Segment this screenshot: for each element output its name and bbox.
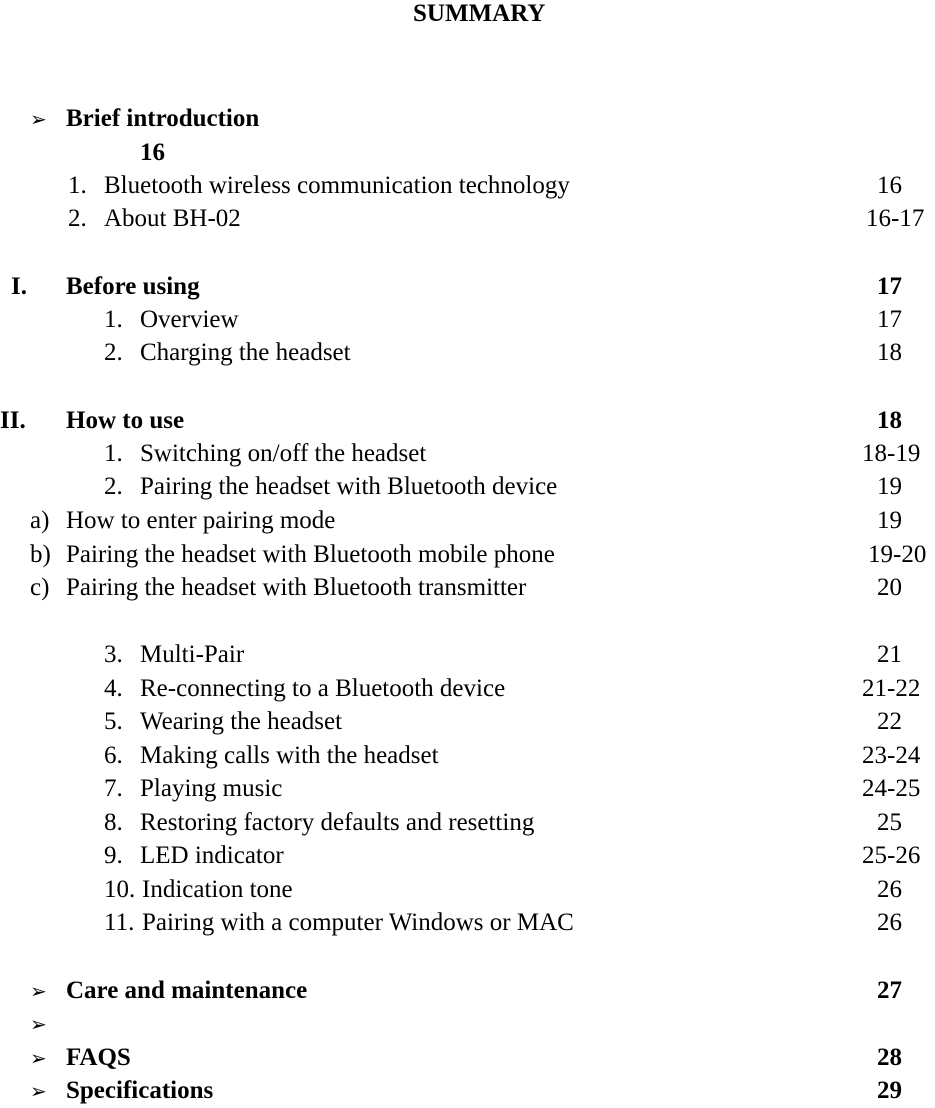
toc-item-page: 23-24 [862,742,921,769]
bullet-arrow-icon: ➢ [30,1079,47,1103]
toc-subitem-letter: c) [30,574,50,601]
toc-item-page: 21-22 [862,675,921,702]
toc-subitem-page: 19-20 [868,541,927,568]
toc-heading-intro-page: 16 [140,139,165,166]
toc-item-number: 9. [104,842,123,869]
toc-item-page: 25 [877,809,902,836]
toc-heading-page: 29 [877,1077,902,1104]
toc-subitem-label: How to enter pairing mode [66,507,336,534]
bullet-arrow-icon: ➢ [30,979,47,1003]
toc-item-label: Re-connecting to a Bluetooth device [140,675,506,702]
toc-item-page: 16 [877,172,902,199]
toc-item-page: 18 [877,339,902,366]
toc-subitem-page: 19 [877,507,902,534]
toc-subitem-letter: b) [30,541,51,568]
toc-item-page: 24-25 [862,775,921,802]
toc-item-label: Pairing with a computer Windows or MAC [142,909,574,936]
toc-heading-care: Care and maintenance [66,977,308,1004]
section-numeral: II. [0,407,26,434]
toc-item-label: Switching on/off the headset [140,440,427,467]
toc-item-number: 2. [104,339,123,366]
toc-item-page: 18-19 [862,440,921,467]
toc-item-page: 19 [877,473,902,500]
toc-heading-how-to-use: How to use [66,407,185,434]
toc-item-label: Wearing the headset [140,708,343,735]
toc-heading-page: 17 [877,273,902,300]
toc-subitem-letter: a) [30,507,50,534]
toc-item-page: 17 [877,306,902,333]
toc-item-number: 5. [104,708,123,735]
toc-item-page: 26 [877,876,902,903]
toc-heading-page: 28 [877,1044,902,1071]
toc-item-label: Playing music [140,775,283,802]
toc-item-number: 1. [68,172,87,199]
toc-item-number: 8. [104,809,123,836]
section-numeral: I. [11,273,27,300]
toc-item-number: 6. [104,742,123,769]
toc-subitem-page: 20 [877,574,902,601]
toc-item-number: 3. [104,641,123,668]
toc-heading-page: 27 [877,977,902,1004]
toc-item-label: Multi-Pair [140,641,245,668]
toc-item-number: 7. [104,775,123,802]
toc-item-number: 1. [104,306,123,333]
bullet-arrow-icon: ➢ [30,107,47,131]
toc-item-number: 2. [104,473,123,500]
toc-item-page: 22 [877,708,902,735]
toc-item-number: 11. [104,909,135,936]
toc-heading-page: 18 [877,407,902,434]
toc-heading-before-using: Before using [66,273,200,300]
toc-item-page: 21 [877,641,902,668]
toc-item-number: 4. [104,675,123,702]
toc-subitem-label: Pairing the headset with Bluetooth mobile phone [66,541,555,568]
bullet-arrow-icon: ➢ [30,1046,47,1070]
toc-item-label: Pairing the headset with Bluetooth device [140,473,558,500]
toc-item-page: 25-26 [862,842,921,869]
toc-heading-specifications: Specifications [66,1077,214,1104]
toc-item-label: Bluetooth wireless communication technology [104,172,570,199]
toc-item-label: Making calls with the headset [140,742,439,769]
toc-heading-faqs: FAQS [66,1044,131,1071]
page-title: SUMMARY [413,0,546,27]
toc-item-label: Overview [140,306,239,333]
toc-item-page: 26 [877,909,902,936]
toc-heading-intro: Brief introduction [66,105,260,132]
bullet-arrow-icon: ➢ [30,1012,47,1036]
toc-item-label: About BH-02 [104,205,241,232]
toc-item-label: Charging the headset [140,339,351,366]
toc-item-label: Indication tone [142,876,293,903]
toc-item-number: 1. [104,440,123,467]
toc-item-label: Restoring factory defaults and resetting [140,809,535,836]
toc-item-number: 10. [104,876,136,903]
toc-item-number: 2. [68,205,87,232]
toc-item-page: 16-17 [866,205,925,232]
toc-subitem-label: Pairing the headset with Bluetooth transmitter [66,574,527,601]
toc-item-label: LED indicator [140,842,284,869]
